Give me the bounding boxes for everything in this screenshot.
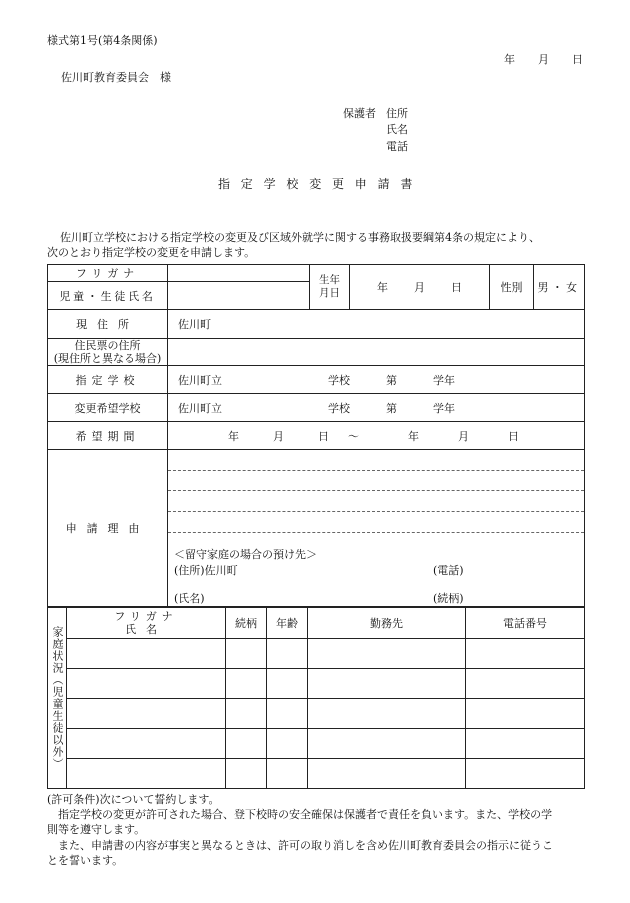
conditions-para1-a: 指定学校の変更が許可された場合、登下校時の安全確保は保護者で責任を負います。また、学校の学: [58, 808, 553, 821]
registered-address-value[interactable]: [168, 339, 585, 366]
student-name-label: 児童・生徒氏名: [48, 282, 168, 310]
custody-phone: (電話): [433, 564, 464, 577]
period-label: 希望期間: [48, 422, 168, 450]
student-name-value[interactable]: [168, 282, 310, 310]
reason-value[interactable]: [168, 450, 585, 607]
form-number: 様式第1号(第4条関係): [47, 34, 158, 47]
custody-address: (住所)佐川町: [174, 564, 238, 577]
table-row: [48, 639, 585, 669]
phone-label: 電話: [386, 140, 408, 153]
reason-label: 申請理由: [48, 450, 168, 607]
period-value[interactable]: 年 月 日 ～ 年 月 日: [168, 422, 585, 450]
custody-relation: (続柄): [433, 592, 464, 605]
custody-title: ＜留守家庭の場合の預け先＞: [174, 548, 317, 561]
custody-name: (氏名): [174, 592, 205, 605]
gender-label: 性別: [490, 265, 534, 310]
table-row: [48, 759, 585, 789]
intro-line-1: 佐川町立学校における指定学校の変更及び区域外就学に関する事務取扱要綱第4条の規定により、: [60, 231, 540, 244]
family-relation-header: 続柄: [226, 608, 267, 639]
reason-line: [168, 532, 584, 533]
reason-line: [168, 511, 584, 512]
conditions-para2-a: また、申請書の内容が事実と異なるときは、許可の取り消しを含め佐川町教育委員会の指示に従うこ: [58, 839, 553, 852]
addressee: 佐川町教育委員会 様: [61, 71, 171, 84]
family-workplace-header: 勤務先: [308, 608, 466, 639]
address-label: 住所: [386, 107, 408, 120]
change-school-value[interactable]: 佐川町立 学校 第 学年: [168, 394, 585, 422]
table-row: [48, 699, 585, 729]
furigana-value[interactable]: [168, 265, 310, 282]
designated-school-label: 指定学校: [48, 366, 168, 394]
registered-address-label: 住民票の住所 (現住所と異なる場合): [48, 339, 168, 366]
date-year: 年: [504, 53, 515, 66]
birth-date-value[interactable]: 年 月 日: [350, 265, 490, 310]
family-phone-header: 電話番号: [466, 608, 585, 639]
family-age-header: 年齢: [267, 608, 308, 639]
application-form-table: [47, 264, 585, 607]
date-day: 日: [572, 53, 583, 66]
address-value[interactable]: 佐川町: [168, 310, 585, 339]
document-title: 指定学校変更申請書: [218, 177, 424, 191]
change-school-label: 変更希望学校: [48, 394, 168, 422]
furigana-label: フリガナ: [48, 265, 168, 282]
date-month: 月: [538, 53, 549, 66]
reason-line: [168, 470, 584, 471]
conditions-para2-b: とを誓います。: [47, 854, 124, 867]
family-name-header: フリガナ 氏名: [67, 608, 226, 639]
family-side-label: 家庭状況（児童生徒以外）: [48, 608, 67, 789]
name-label: 氏名: [386, 123, 408, 136]
birth-date-label: 生年月日: [310, 265, 350, 310]
gender-options[interactable]: 男・女: [534, 265, 585, 310]
intro-line-2: 次のとおり指定学校の変更を申請します。: [47, 246, 256, 259]
table-row: [48, 729, 585, 759]
table-row: [48, 669, 585, 699]
address-row-label: 現住所: [48, 310, 168, 339]
guardian-label: 保護者: [343, 107, 376, 120]
conditions-heading: (許可条件)次について誓約します。: [47, 793, 220, 806]
reason-line: [168, 490, 584, 491]
conditions-para1-b: 則等を遵守します。: [47, 823, 146, 836]
family-table: [47, 607, 585, 789]
designated-school-value[interactable]: 佐川町立 学校 第 学年: [168, 366, 585, 394]
